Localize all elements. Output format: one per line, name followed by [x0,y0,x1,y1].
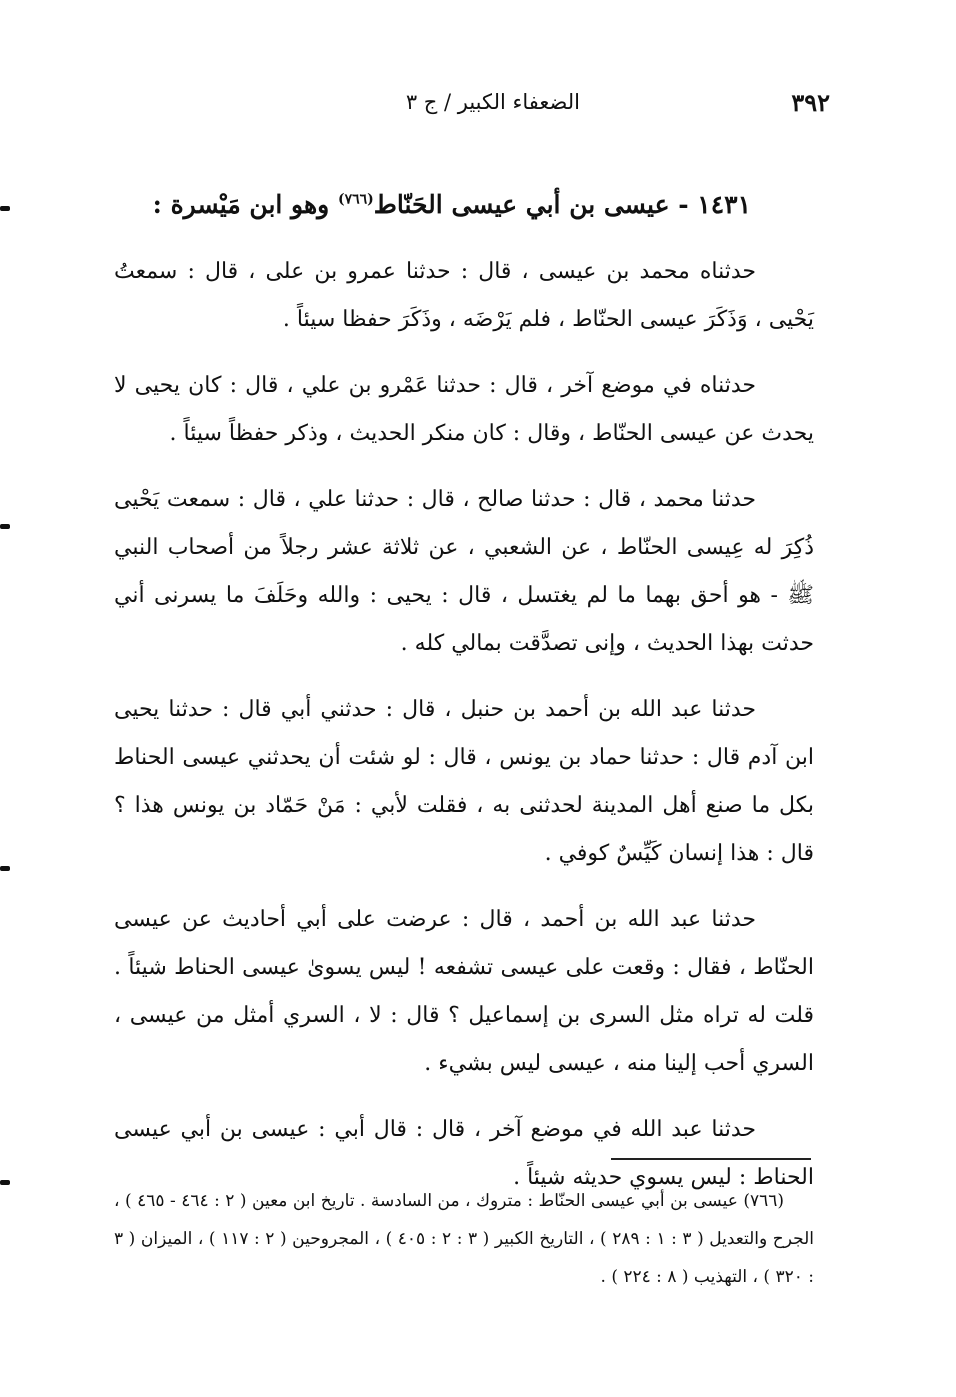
page-number: ٣٩٢ [791,88,830,117]
footnote-divider [611,1158,811,1160]
footnote-reference: (٧٦٦) [337,191,374,208]
margin-mark [0,524,10,529]
entry-title-suffix: وهو ابن مَيْسرة : [152,190,330,219]
entry-title: ١٤٣١ - عيسى بن أبي عيسى الحَنّاط [373,190,751,219]
margin-mark [0,1180,10,1185]
paragraph-1: حدثناه محمد بن عيسى ، قال : حدثنا عمرو بن على ، قال : سمعتُ يَحْيى ، وَذَكَرَ عيسى الحنّاط ، فلم يَرْضَه ، وذَكَرَ حفظا سيئاً . [114,259,814,332]
margin-mark [0,866,10,871]
page-header [110,88,830,128]
paragraph-5: حدثنا عبد الله بن أحمد ، قال : عرضت على أبي أحاديث عن عيسى الحنّاط ، فقال : وقعت على عيسى تشفعه ! ليس يسوىٰ عيسى الحناط شيئاً . قلت له تراه مثل السرى بن إسماعيل ؟ قال : لا ، السري أمثل من عيسى ، السري أحب إلينا منه ، عيسى ليس بشيء . [114,907,814,1076]
body-text [114,248,814,1220]
paragraph-4: حدثنا عبد الله بن أحمد بن حنبل ، قال : حدثني أبي قال : حدثنا يحيى ابن آدم قال : حدثنا حماد بن يونس ، قال : لو شئت أن يحدثني عيسى الحناط بكل ما صنع أهل المدينة لحدثنى به ، فقلت لأبي : مَنْ حَمّاد بن يونس هذا ؟ قال : هذا إنسان كَيِّسٌ كوفي . [114,697,814,866]
margin-mark [0,206,10,211]
paragraph-3: حدثنا محمد ، قال : حدثنا صالح ، قال : حدثنا علي ، قال : سمعت يَحْيى ذُكِرَ له عِيسى الحنّاط ، عن الشعبي ، عن ثلاثة عشر رجلاً من أصحاب النبي ﷺ - هو أحق بهما ما لم يغتسل ، قال : يحيى : والله وحَلَفَ ما يسرنى أني حدثت بهذا الحديث ، وإنى تصدَّقت بمالي كله . [114,487,814,656]
running-title: الضعفاء الكبير / ج ٣ [405,90,580,114]
entry-heading [131,190,751,219]
footnote: (٧٦٦) عيسى بن أبي عيسى الحنّاط : متروك ، من السادسة . تاريخ ابن معين ( ٢ : ٤٦٤ - ٤٦٥ ) ، الجرح والتعديل ( ٣ : ١ : ٢٨٩ ) ، التاريخ الكبير ( ٣ : ٢ : ٤٠٥ ) ، المجروحين ( ٢ : ١١٧ ) ، الميزان ( ٣ : ٣٢٠ ) ، التهذيب ( ٨ : ٢٢٤ ) . [114,1191,815,1287]
paragraph-6: حدثنا عبد الله في موضع آخر ، قال : قال أبي : عيسى بن أبي عيسى الحناط : ليس يسوي حديثه شيئاً . [114,1117,814,1190]
paragraph-2: حدثناه في موضع آخر ، قال : حدثنا عَمْرو بن علي ، قال : كان يحيى لا يحدث عن عيسى الحنّاط ، وقال : كان منكر الحديث ، وذكر حفظاً سيئاً . [114,373,814,446]
